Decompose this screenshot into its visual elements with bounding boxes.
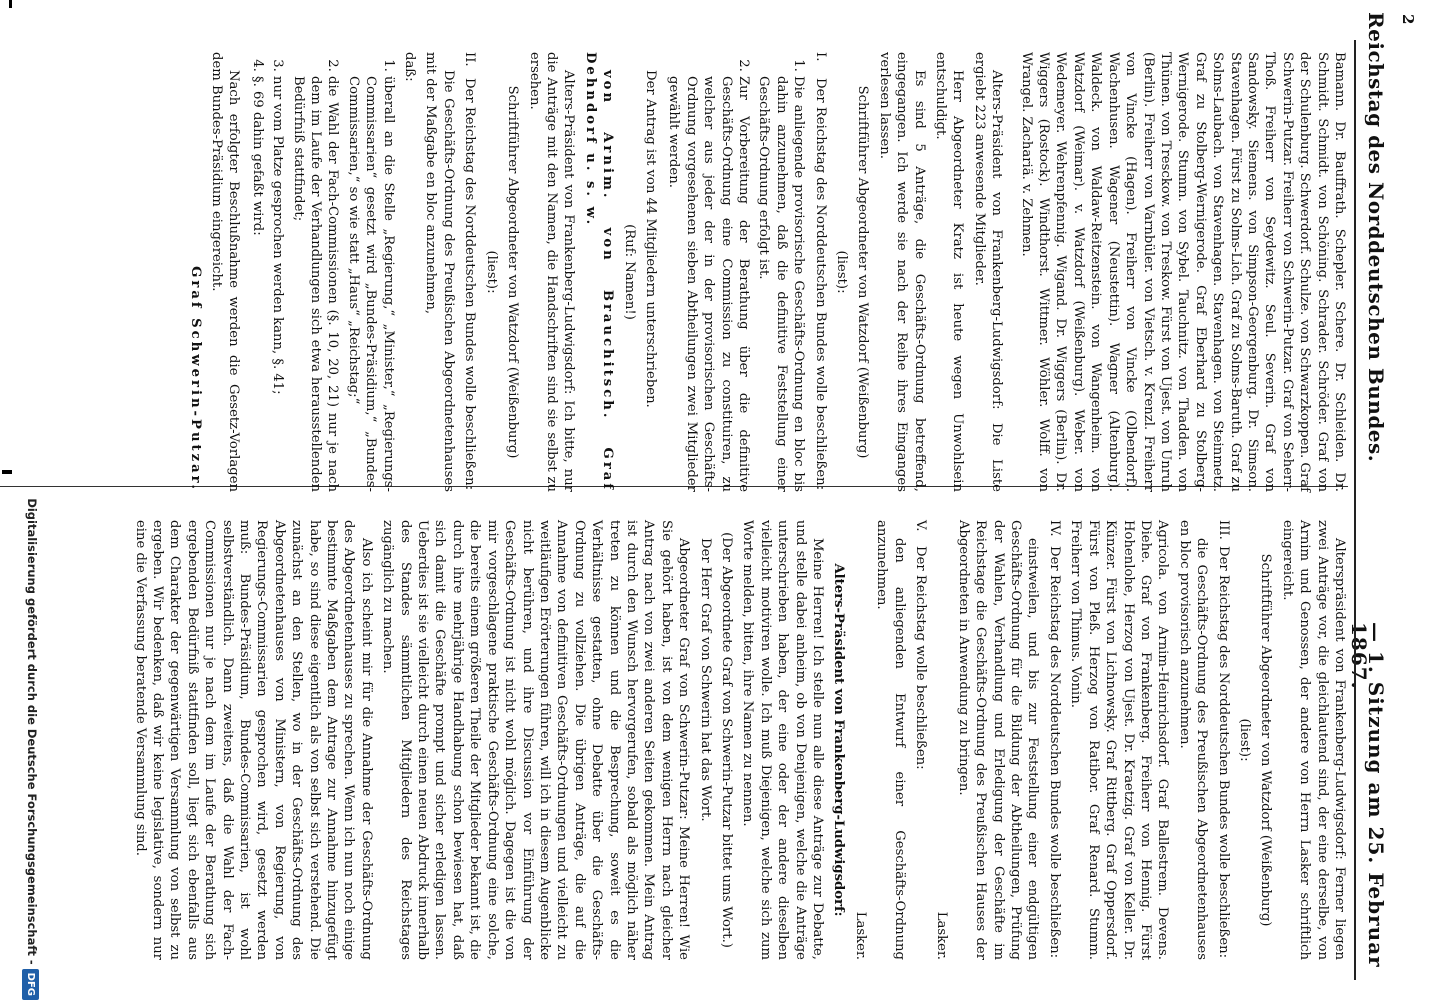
member-list: Bamann. Dr. Bauffrath. Schepler. Schere. Dr. Schleiden. Dr. Schmidt. Schmidt. von Schöning. Schrader. Schröder. Graf von der Schulenburg. Schwerdorf. Schulze. von Schwarzkoppen. Graf Schwerin-Putzar. Freiherr von Schwerin-Putzar. Graf von Seherr-Thoß. Freiherr von Seydewitz. Seul. Severin. Graf von Sandowsky. Siemens. von Simpson-Georgenburg. Dr. Simson. Stavenhagen. Fürst zu Solms-Lich. Graf zu Solms-Baruth. Graf zu Solms-Laubach. von Stavenhagen. Stavenhagen. von Steinmetz. Graf zu Stolberg-Wernigerode. Graf Eberhard zu Stolberg-Wernigerode. Stumm. von Sybel. Tauchnitz. von Thadden. von Thünen. von Tresckow. von Treskow. Fürst von Ujest. von Unruh (Berlin). Freiherr von Varnbüler. von Vietsch. v. Krenzl. Freiherr von Vincke (Hagen). Freiherr von Vincke (Olbendorf). Wachenhusen. Wagener (Neustettin). Wagner (Altenburg). Waldeck. von Waldaw-Reitzenstein. von Wangenheim. von Watzdorf (Weimar). v. Watzdorf (Weißenburg). Weber. von Wedemeyer. Wehrenpfennig. Wigand. Dr. Wiggers (Berlin). Dr. Wiggers (Rostock). Windthorst. Wittmer. Wöhler. Wolff. von Wrangel. Zachariä. v. Zehmen. bbox=[1018, 52, 1347, 492]
paragraph: Alters-Präsident von Frankenberg-Ludwigsdorf: Ich bitte, nur die Anträge mit den Namen, die Handschriften sind sie selbst zu ersehen. bbox=[526, 52, 577, 492]
motion-number: I. bbox=[812, 52, 828, 62]
speaker-line: Schriftführer Abgeordneter von Watzdorf (Weißenburg) bbox=[505, 85, 521, 459]
running-head bbox=[1346, 12, 1388, 1000]
left-column bbox=[182, 52, 1348, 492]
stage-direction: (Der Abgeordnete Graf von Schwerin-Putzar bittet ums Wort.) bbox=[719, 532, 734, 948]
motion-list bbox=[248, 52, 396, 492]
paragraph: daß: bbox=[402, 52, 418, 82]
speaker-line: Schriftführer Abgeordneter von Watzdorf (Weißenburg) bbox=[1258, 553, 1274, 927]
motion-heading bbox=[461, 52, 478, 492]
signatories: von Arnim. von Brauchitsch. Graf Dehndorf u. s. w. bbox=[582, 52, 616, 492]
header-rule bbox=[1354, 40, 1356, 980]
motion-heading bbox=[1214, 520, 1231, 960]
motion-heading bbox=[811, 52, 828, 492]
motion-text: Der Reichstag des Norddeutschen Bundes wolle beschließen: bbox=[812, 78, 828, 491]
paragraph: Der Herr Graf von Schwerin hat das Wort. bbox=[697, 538, 713, 822]
running-head-left: Reichstag des Norddeutschen Bundes. bbox=[1364, 12, 1388, 463]
paragraph: Es sind 5 Anträge, die Geschäfts-Ordnung betreffend, eingegangen. Ich werde sie nach der Reihe ihres Einganges verlesen lassen. bbox=[876, 52, 927, 492]
paragraph: Nach erfolgter Beschlußnahme werden die Gesetz-Vorlagen dem Bundes-Präsidium eingereicht. bbox=[209, 52, 242, 492]
paragraph: Alters-Präsident von Frankenberg-Ludwigsdorf: Die Liste ergiebt 223 anwesende Mitglieder. bbox=[971, 52, 1005, 492]
list-item: 3. nur vom Platze gesprochen werden kann, §. 41; bbox=[269, 76, 286, 492]
scan-artifact bbox=[9, 0, 12, 8]
stage-direction: (liest): bbox=[483, 250, 499, 294]
list-item: 1. Die anliegende provisorische Geschäfts-Ordnung en bloc bis dahin anzunehmen, daß die definitive Feststellung einer Geschäfts-Ordnung erfolgt ist. bbox=[755, 76, 807, 492]
motion-number: V. bbox=[913, 520, 929, 532]
paragraph: Der Antrag ist von 44 Mitgliedern unterschrieben. bbox=[642, 70, 658, 408]
stage-direction: (liest): bbox=[834, 250, 850, 294]
paragraph: den anliegenden Entwurf einer Geschäfts-Ordnung anzunehmen. bbox=[874, 520, 907, 960]
paragraph: Abgeordneter Graf von Schwerin-Putzar: Meine Herren! Wie Sie gehört haben, ist von dem wenigen Herrn nach gleicher Antrag nach von zwei anderen Seiten gekommen. Mein Antrag ist durch den Wunsch hervorgerufen, sobald als möglich näher treten zu können und die Besprechung, soweit es die Verhältnisse gestatten, ohne Debatte über die Geschäfts-Ordnung zu vollziehen. Die übrigen Anträge, die auf die Annahme von definitiven Geschäfts-Ordnungen und vielleicht zu weitläufigen Erörterungen führen, will ich in diesem Augenblicke nicht berühren, und ihre Discussion vor Einführung der Geschäfts-Ordnung ist nicht wohl möglich. Dagegen ist die von mir vorgeschlagene praktische Geschäfts-Ordnung eine solche, die bereits einem größeren Theile der Mitglieder bekannt ist, die durch ihre mehrjährige Handhabung schon bewiesen hat, daß sich damit die Geschäfte prompt und sicher erledigen lassen. Ueberdies ist sie vielleicht durch einen neuen Abdruck innerhalb des Standes sämmtlichen Mitgliedern des Reichstages zugänglich zu machen. bbox=[380, 520, 692, 960]
list-item: 4. §. 69 dahin gefaßt wird: bbox=[248, 76, 265, 492]
motion-text: Der Reichstag wolle beschließen: bbox=[913, 546, 929, 770]
motion-number: IV. bbox=[1046, 520, 1062, 537]
list-item: 1. überall an die Stelle „Regierung,“ „Minister,“ „Regierungs-Commissarien“ gesetzt wird „Bundes-Präsidium,“ „Bundes-Commissarien,“ so wie statt „Haus“ „Reichstag;“ bbox=[344, 76, 396, 492]
funding-notice bbox=[22, 40, 40, 1000]
speaker-line: Alters-Präsident von Frankenberg-Ludwigsdorf: bbox=[831, 563, 847, 917]
speaker-line: Schriftführer Abgeordneter von Watzdorf (Weißenburg) bbox=[855, 85, 871, 459]
signatory: Graf Schwerin-Putzar. bbox=[187, 266, 203, 492]
motion-text: Der Reichstag des Norddeutschen Bundes wolle beschließen: bbox=[462, 78, 478, 491]
motion-number: II. bbox=[462, 52, 478, 67]
scan-artifact bbox=[2, 470, 12, 474]
motion-heading bbox=[1046, 520, 1063, 960]
paragraph: einstweilen, und bis zur Feststellung einer endgültigen Geschäfts-Ordnung für die Bildung der Abtheilungen, Prüfung der Wahlen, Verhandlung und Erledigung der Geschäfte im Reichstage die Geschäfts-Ordnung des Preußischen Hauses der Abgeordneten in Anwendung zu bringen. bbox=[955, 520, 1041, 960]
funding-notice-text: Digitalisierung gefördert durch die Deutsche Forschungsgemeinschaft - bbox=[25, 498, 39, 965]
paragraph: die Geschäfts-Ordnung des Preußischen Abgeordnetenhauses en bloc provisorisch anzunehmen. bbox=[1176, 520, 1210, 960]
running-head-right: — 1. Sitzung am 25. Februar 1867. bbox=[1346, 622, 1388, 968]
stage-direction: (Ruf: Namen!) bbox=[621, 224, 637, 320]
paragraph: Also ich scheint mir für die Annahme der Geschäfts-Ordnung des Abgeordnetenhauses zu sprechen. Wenn ich nun noch einige bestimmte Maßgaben dem Antrage zur Annahme hinzugefügt habe, so sind diese eigentlich als von selbst sich verstehend. Die zunächst an den Stellen, wo in der Geschäfts-Ordnung des Abgeordnetenhauses von Ministern, von Regierung, von Regierungs-Commissarien gesprochen wird, gesetzt werden muß: Bundes-Präsidium, Bundes-Commissarien, ist wohl selbstverständlich. Dann zweitens, daß die Wahl der Fach-Commissionen nur je nach dem im Laufe der Berathung sich ergebenden Bedürfniß stattfinden soll, liegt sich ebenfalls aus dem Charakter der gegenwärtigen Versammlung von selbst zu ergeben. Wir bedenken, daß wir keine legislative, sondern nur eine die Verfassung beratende Versammlung sind. bbox=[132, 520, 374, 960]
list-item: 2. Zur Vorbereitung der Berathung über die definitive Geschäfts-Ordnung eine Commission zu constituiren, zu welcher aus jeder der in der provisorischen Geschäfts-Ordnung vorgesehenen sieben Abtheilungen zwei Mitglieder gewählt werden. bbox=[665, 76, 752, 492]
motion-text: Der Reichstag des Norddeutschen Bundes wolle beschließen: bbox=[1046, 546, 1062, 959]
motion-text: Der Reichstag des Norddeutschen Bundes wolle beschließen: bbox=[1215, 546, 1231, 959]
right-column bbox=[127, 520, 1348, 960]
motion-number: III. bbox=[1215, 520, 1231, 540]
paragraph: Alterspräsident von Frankenberg-Ludwigsdorf: Ferner liegen zwei Anträge vor, die gleichlautend sind, der eine derselbe, von Arnim und Genossen, der andere von Herrn Lasker schriftlich eingereicht. bbox=[1279, 520, 1347, 960]
paragraph: Meine Herren! Ich stelle nun alle diese Anträge zur Debatte, und stelle dabei anheim, ob von Denjenigen, welche die Anträge unterschrieben haben, der eine oder der andere dieselben vielleicht motiviren wolle. Ich muß Diejenigen, welche sich zum Worte melden, bitten, ihre Namen zu nennen. bbox=[740, 520, 826, 960]
motion-heading bbox=[912, 520, 929, 960]
signatory: Lasker. bbox=[934, 911, 950, 960]
list-item: 2. die Wahl der Fach-Commissionen (§. 10, 20, 21) nur je nach dem im Laufe der Verhandlungen sich etwa herausstellenden Bedürfniß stattfindet; bbox=[289, 76, 341, 492]
paragraph: Herr Abgeordneter Kratz ist heute wegen Unwohlsein entschuldigt. bbox=[933, 52, 966, 492]
page-number: 2 bbox=[1399, 14, 1417, 25]
signatory: Lasker. bbox=[852, 911, 868, 960]
stage-direction: (liest): bbox=[1236, 718, 1252, 762]
dfg-logo: DFG bbox=[22, 969, 39, 1000]
paragraph: Die Geschäfts-Ordnung des Preußischen Abgeordnetenhauses mit der Maßgabe en bloc anzunehmen, bbox=[423, 52, 456, 492]
signatories: Agricola. von Arnim-Heinrichsdorf. Graf Ballestrem. Devens. Diehe. Graf von Frankenberg. Freiherr von Hennig. Fürst Hohenlohe, Herzog von Ujest. Dr. Kraetzig. Graf von Keller. Dr. Künzer. Fürst von Lichnowsky. Graf Rittberg. Graf Oppersdorf. Fürst von Pleß. Herzog von Ratibor. Graf Renard. Stumm. Freiherr von Thimus. Vonin. bbox=[1068, 520, 1171, 960]
motion-list bbox=[665, 52, 807, 492]
